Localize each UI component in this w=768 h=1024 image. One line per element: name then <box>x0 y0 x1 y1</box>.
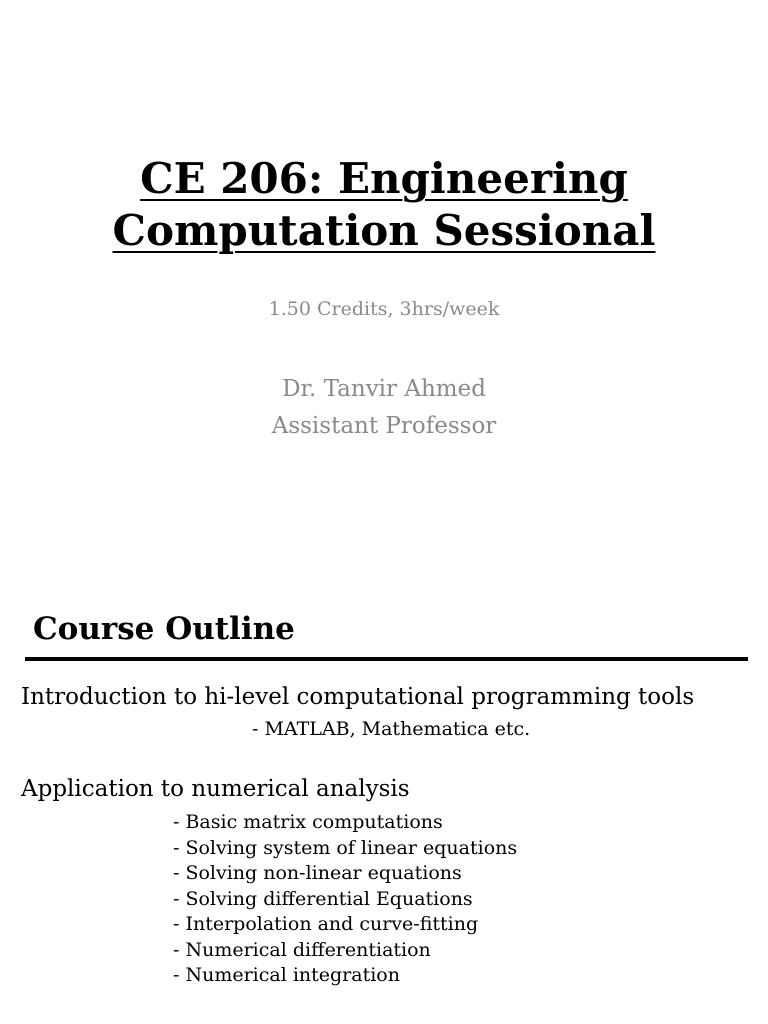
list-item: - Numerical differentiation <box>173 938 431 961</box>
topic-programming-tools-note: - MATLAB, Mathematica etc. <box>252 718 531 740</box>
list-item: - Solving non-linear equations <box>173 862 462 884</box>
list-item: - Numerical integration <box>173 964 400 986</box>
list-item: - Basic matrix computations <box>173 811 443 833</box>
heading-divider <box>25 657 748 661</box>
numerical-analysis-list <box>173 810 517 989</box>
list-item: - Interpolation and curve-fitting <box>173 913 479 935</box>
instructor-block <box>0 371 768 445</box>
course-title <box>0 153 768 257</box>
instructor-name: Dr. Tanvir Ahmed <box>282 376 486 402</box>
course-title-line-1: CE 206: Engineering <box>140 154 628 203</box>
course-title-line-2: Computation Sessional <box>112 206 656 255</box>
credits-info: 1.50 Credits, 3hrs/week <box>268 298 500 320</box>
list-item: - Solving differential Equations <box>173 887 473 910</box>
course-outline-heading: Course Outline <box>33 611 295 647</box>
list-item: - Solving system of linear equations <box>173 836 518 859</box>
instructor-position: Assistant Professor <box>271 413 497 439</box>
topic-programming-tools: Introduction to hi-level computational programming tools <box>21 684 695 710</box>
topic-numerical-analysis: Application to numerical analysis <box>21 776 410 802</box>
